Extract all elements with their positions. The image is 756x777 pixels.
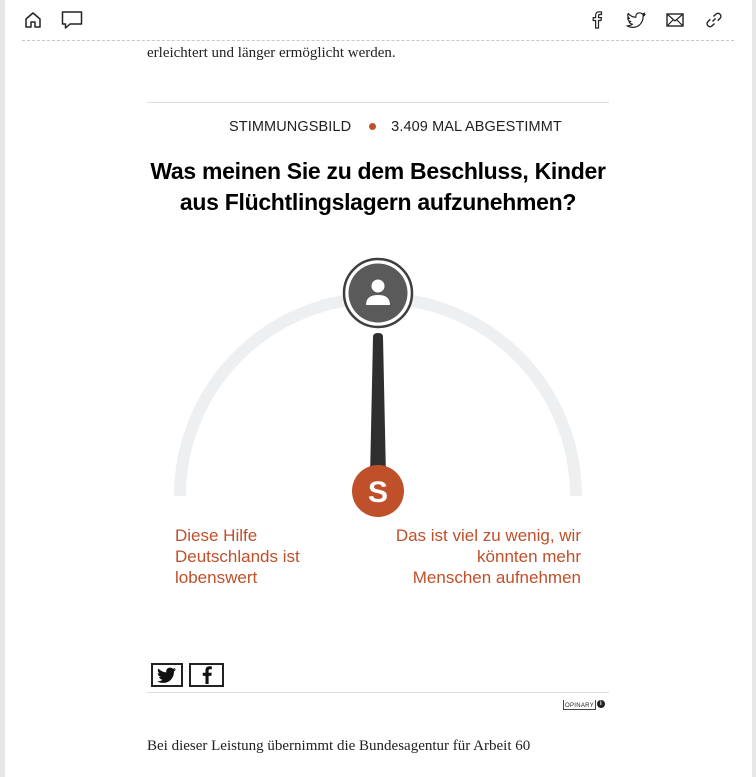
mail-icon[interactable] — [665, 10, 685, 30]
article-paragraph: erleichtert und länger ermöglicht werden. — [147, 45, 396, 61]
page-frame-right — [752, 0, 756, 777]
toolbar-divider — [22, 40, 734, 41]
info-icon[interactable]: i — [597, 700, 605, 708]
facebook-icon[interactable] — [587, 10, 607, 30]
gauge-hub — [352, 465, 404, 517]
poll-meta — [229, 119, 562, 135]
gauge-needle — [370, 333, 386, 477]
article-paragraph-next: Bei dieser Leistung übernimmt die Bundesagentur für Arbeit 60 — [147, 738, 531, 754]
facebook-icon — [201, 666, 213, 684]
comment-icon[interactable] — [61, 10, 83, 30]
user-avatar-icon — [344, 259, 412, 327]
share-twitter-button[interactable] — [151, 663, 183, 687]
twitter-icon — [157, 667, 177, 683]
share-facebook-button[interactable] — [189, 663, 224, 687]
article-toolbar — [0, 0, 756, 40]
poll-bottom-divider — [147, 692, 609, 693]
poll-label: STIMMUNGSBILD — [229, 119, 352, 135]
answer-left[interactable]: Diese Hilfe Deutschlands ist lobenswert — [175, 526, 300, 587]
poll-vote-count: 3.409 MAL ABGESTIMMT — [391, 119, 562, 135]
poll-gauge[interactable] — [147, 255, 609, 525]
hub-letter: S — [367, 476, 389, 509]
page-frame-left — [0, 0, 5, 777]
separator-dot-icon — [369, 123, 376, 130]
poll-top-divider — [147, 102, 609, 103]
opinary-logo[interactable] — [563, 700, 605, 710]
answer-right[interactable]: Das ist viel zu wenig, wir könnten mehr Menschen aufnehmen — [395, 526, 581, 587]
poll-question: Was meinen Sie zu dem Beschluss, Kinder aus Flüchtlingslagern aufzunehmen? — [150, 158, 606, 215]
twitter-icon[interactable] — [625, 10, 647, 30]
home-icon[interactable] — [23, 10, 43, 30]
opinary-brand: OPINARY — [563, 700, 596, 710]
link-icon[interactable] — [704, 10, 724, 30]
